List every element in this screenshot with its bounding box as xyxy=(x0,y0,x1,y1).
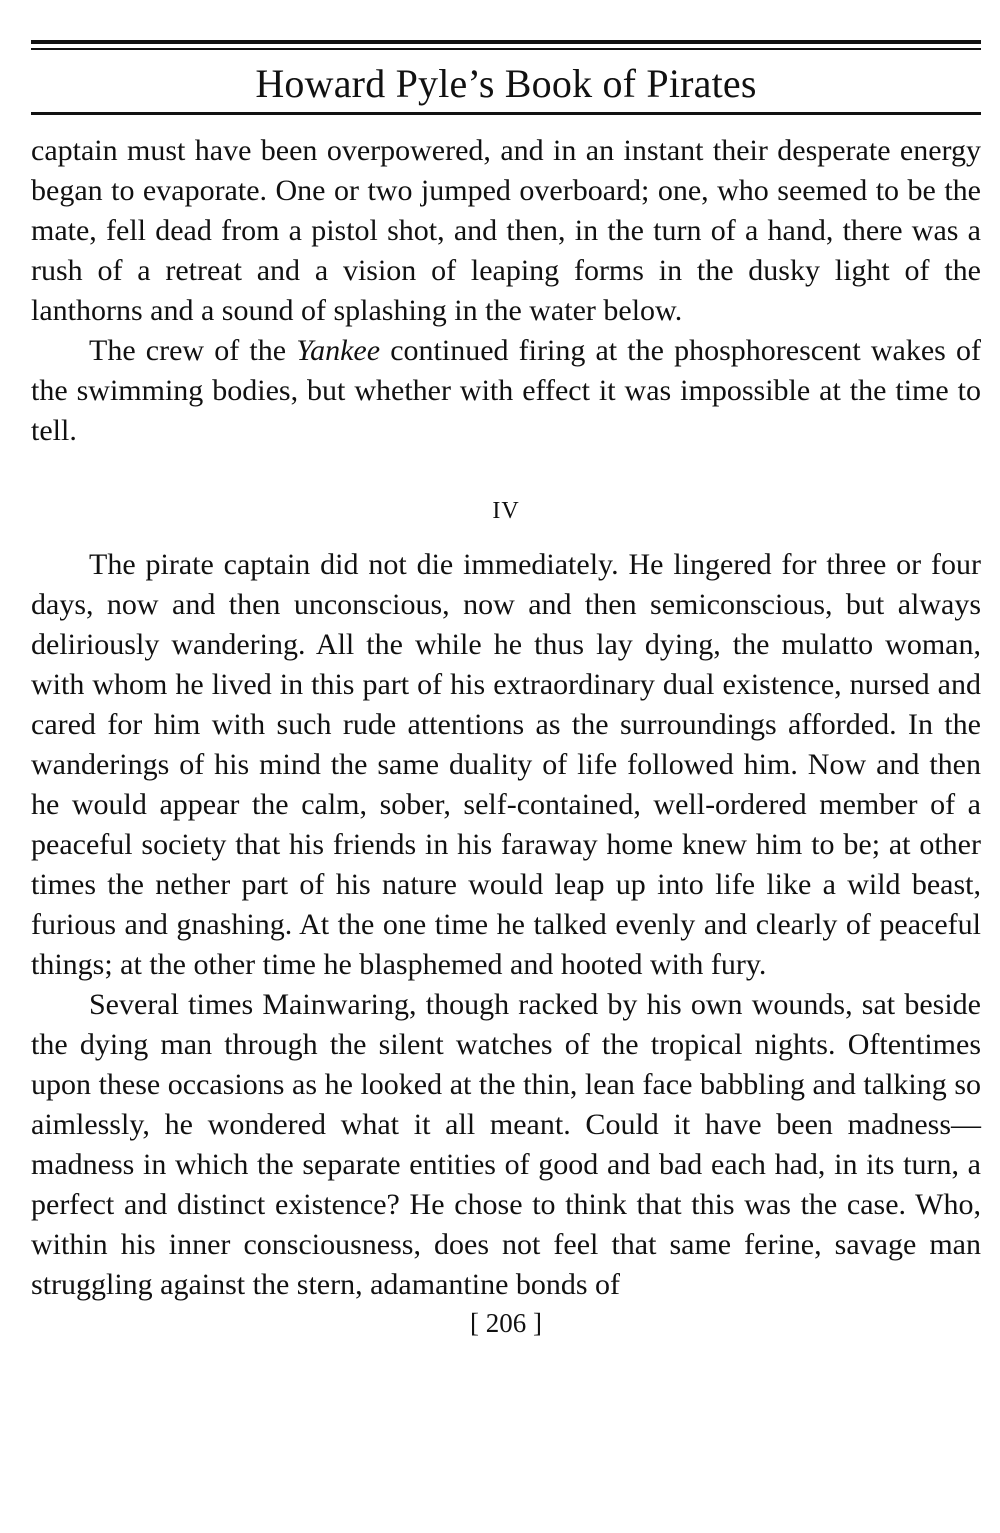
header-rule-thin xyxy=(31,48,981,50)
page-number: [ 206 ] xyxy=(470,1308,542,1338)
paragraph-yankee-rest: continued firing at the phosphorescent wakes of the swimming bodies, but whether with effect it was impossible at the time to tell. xyxy=(31,334,981,447)
ship-name-italic: Yankee xyxy=(296,334,381,367)
header-rule-bottom xyxy=(31,112,981,115)
paragraph-yankee xyxy=(31,331,981,451)
paragraph-pirate-captain: The pirate captain did not die immediately. He lingered for three or four days, now and then unconscious, now and then semiconscious, but always deliriously wandering. All the while he thus lay dying, the mulatto woman, with whom he lived in this part of his extraordinary dual existence, nursed and cared for him with such rude attentions as the surroundings afforded. In the wanderings of his mind the same duality of life followed him. Now and then he would appear the calm, sober, self-contained, well-ordered member of a peaceful society that his friends in his faraway home knew him to be; at other times the nether part of his nature would leap up into life like a wild beast, furious and gnashing. At the one time he talked evenly and clearly of peaceful things; at the other time he blasphemed and hooted with fury. xyxy=(31,548,981,981)
paragraph-continued: captain must have been overpowered, and in an instant their desperate energy began to evaporate. One or two jumped overboard; one, who seemed to be the mate, fell dead from a pistol shot, and then, in the turn of a hand, there was a rush of a retreat and a vision of leaping forms in the dusky light of the lanthorns and a sound of splashing in the water below. xyxy=(31,134,981,327)
section-number: IV xyxy=(492,498,520,524)
body-text xyxy=(31,131,981,1305)
header-rule-thick xyxy=(31,40,981,44)
book-page xyxy=(31,40,981,1339)
paragraph-mainwaring: Several times Mainwaring, though racked by his own wounds, sat beside the dying man through the silent watches of the tropical nights. Oftentimes upon these occasions as he looked at the thin, lean face babbling and talking so aimlessly, he wondered what it all meant. Could it have been madness—madness in which the separate entities of good and bad each had, in its turn, a perfect and distinct existence? He chose to think that this was the case. Who, within his inner consciousness, does not feel that same ferine, savage man struggling against the stern, adamantine bonds of xyxy=(31,988,981,1301)
paragraph-yankee-lead: The crew of the xyxy=(89,334,297,367)
running-head-title: Howard Pyle’s Book of Pirates xyxy=(255,61,757,106)
